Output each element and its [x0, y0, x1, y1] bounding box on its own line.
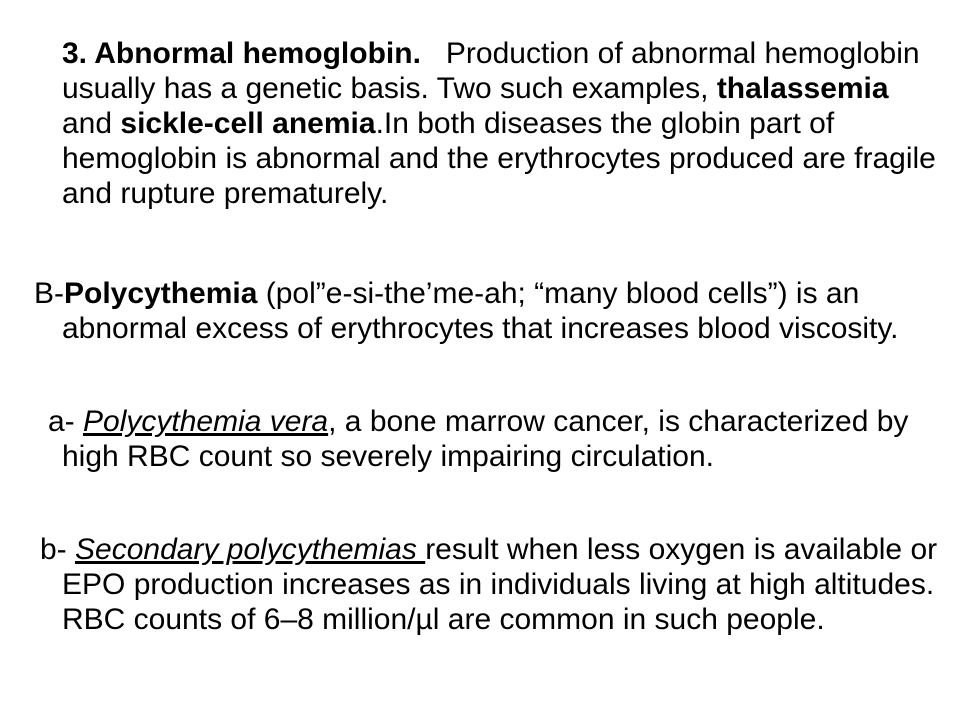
- heading-abnormal-hemoglobin: 3. Abnormal hemoglobin.: [62, 37, 421, 70]
- term-polycythemia: Polycythemia: [64, 277, 258, 310]
- text-segment: result when less oxygen is available or EPO production increases as in individuals living at high altitudes. RBC counts of 6–8 million/µl are common in such people.: [62, 533, 938, 636]
- item-prefix: a-: [48, 405, 84, 438]
- paragraph-secondary-polycythemias: [34, 532, 954, 637]
- text-segment: , a bone marrow cancer, is characterized by high RBC count so severely impairing circulation.: [62, 405, 909, 473]
- item-prefix: b-: [40, 533, 76, 566]
- text-segment: (pol”e-si-the’me-ah; “many blood cells”) is an abnormal excess of erythrocytes that increases blood viscosity.: [62, 277, 899, 345]
- paragraph-abnormal-hemoglobin: [34, 36, 944, 211]
- term-polycythemia-vera: Polycythemia vera: [83, 405, 329, 438]
- section-prefix: B-: [34, 277, 64, 310]
- term-thalassemia: thalassemia: [716, 72, 889, 105]
- text-segment: and: [62, 107, 121, 140]
- term-sickle-cell-anemia: sickle-cell anemia: [120, 107, 376, 140]
- paragraph-polycythemia: [34, 276, 914, 346]
- paragraph-polycythemia-vera: [34, 404, 954, 474]
- text-segment: .In both diseases the globin part of hemoglobin is abnormal and the erythrocytes produced are fragile and rupture prematurely.: [62, 107, 936, 210]
- term-secondary-polycythemias: Secondary polycythemias: [75, 533, 426, 566]
- text-segment: Production of abnormal hemoglobin usually has a genetic basis. Two such examples,: [62, 37, 920, 105]
